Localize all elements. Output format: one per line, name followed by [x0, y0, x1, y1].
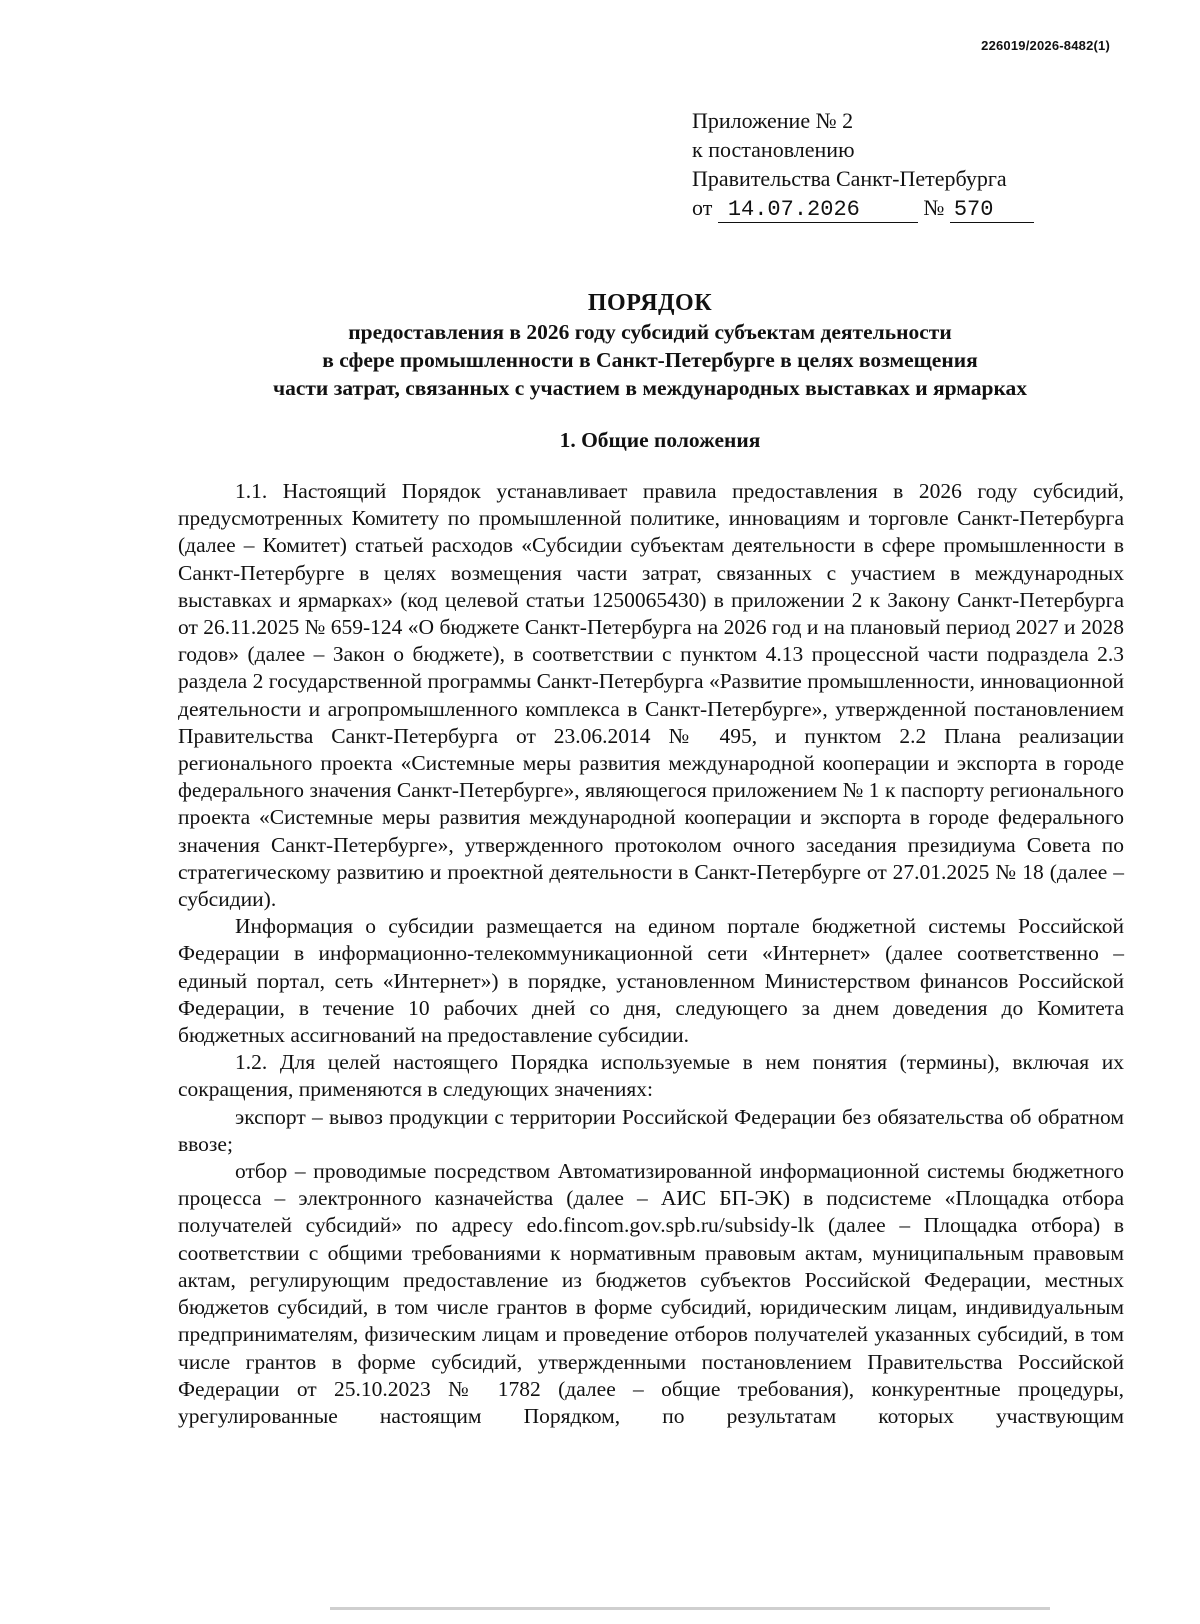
- paragraph: отбор – проводимые посредством Автоматизированной информационной системы бюджетного процесса – электронного казначейства (далее – АИС БП-ЭК) в подсистеме «Площадка отбора получателей субсидий» по адресу edo.fincom.gov.spb.ru/subsidy-lk (далее – Площадка отбора) в соответствии с общими требованиями к нормативным правовым актам, муниципальным правовым актам, регулирующим предоставление из бюджетов субъектов Российской Федерации, местных бюджетов субсидий, в том числе грантов в форме субсидий, юридическим лицам, индивидуальным предпринимателям, физическим лицам и проведение отборов получателей указанных субсидий, в том числе грантов в форме субсидий, утвержденными постановлением Правительства Российской Федерации от 25.10.2023 № 1782 (далее – общие требования), конкурентные процедуры, урегулированные настоящим Порядком, по результатам которых участвующим: [178, 1159, 1124, 1428]
- document-registration-number: 226019/2026-8482(1): [981, 38, 1110, 53]
- appendix-line-resolution: к постановлению: [692, 137, 855, 162]
- handwritten-date: 14.07.2026: [718, 198, 918, 223]
- document-body: [178, 478, 1124, 1430]
- handwritten-number: 570: [950, 198, 1034, 223]
- section-heading: 1. Общие положения: [559, 428, 761, 452]
- scan-edge-mark: [330, 1607, 1050, 1610]
- document-title: ПОРЯДОК: [587, 290, 713, 316]
- appendix-date-line: [692, 193, 1034, 223]
- document-subtitle-line-2: в сфере промышленности в Санкт-Петербурге в целях возмещения: [322, 348, 978, 372]
- paragraph: 1.2. Для целей настоящего Порядка используемые в нем понятия (термины), включая их сокращения, применяются в следующих значениях:: [178, 1050, 1124, 1102]
- paragraph: Информация о субсидии размещается на едином портале бюджетной системы Российской Федерации в информационно-телекоммуникационной сети «Интернет» (далее соответственно – единый портал, сеть «Интернет») в порядке, установленном Министерством финансов Российской Федерации, в течение 10 рабочих дней со дня, следующего за днем доведения до Комитета бюджетных ассигнований на предоставление субсидии.: [178, 914, 1124, 1048]
- document-subtitle-line-1: предоставления в 2026 году субсидий субъектам деятельности: [348, 320, 952, 344]
- appendix-line-government: Правительства Санкт-Петербурга: [692, 166, 1007, 191]
- appendix-header: [692, 106, 1034, 223]
- paragraph: 1.1. Настоящий Порядок устанавливает правила предоставления в 2026 году субсидий, предусмотренных Комитету по промышленной политике, инновациям и торговле Санкт-Петербурга (далее – Комитет) статьей расходов «Субсидии субъектам деятельности в сфере промышленности в Санкт-Петербурге в целях возмещения части затрат, связанных с участием в международных выставках и ярмарках» (код целевой статьи 1250065430) в приложении 2 к Закону Санкт-Петербурга от 26.11.2025 № 659-124 «О бюджете Санкт-Петербурга на 2026 год и на плановый период 2027 и 2028 годов» (далее – Закон о бюджете), в соответствии с пунктом 4.13 процессной части подраздела 2.3 раздела 2 государственной программы Санкт-Петербурга «Развитие промышленности, инновационной деятельности и агропромышленного комплекса в Санкт-Петербурге», утвержденной постановлением Правительства Санкт-Петербурга от 23.06.2014 № 495, и пунктом 2.2 Плана реализации регионального проекта «Системные меры развития международной кооперации и экспорта в городе федерального значения Санкт-Петербурге», являющегося приложением № 1 к паспорту регионального проекта «Системные меры развития международной кооперации и экспорта в городе федерального значения Санкт-Петербурге», утвержденного протоколом очного заседания президиума Совета по стратегическому развитию и проектной деятельности в Санкт-Петербурге от 27.01.2025 № 18 (далее – субсидии).: [178, 479, 1124, 912]
- number-prefix: №: [923, 195, 945, 220]
- document-title-block: [0, 288, 1200, 402]
- date-prefix: от: [692, 195, 713, 220]
- appendix-title: Приложение № 2: [692, 108, 854, 133]
- document-subtitle-line-3: части затрат, связанных с участием в международных выставках и ярмарках: [272, 376, 1028, 400]
- paragraph: экспорт – вывоз продукции с территории Российской Федерации без обязательства об обратном ввозе;: [178, 1104, 1124, 1156]
